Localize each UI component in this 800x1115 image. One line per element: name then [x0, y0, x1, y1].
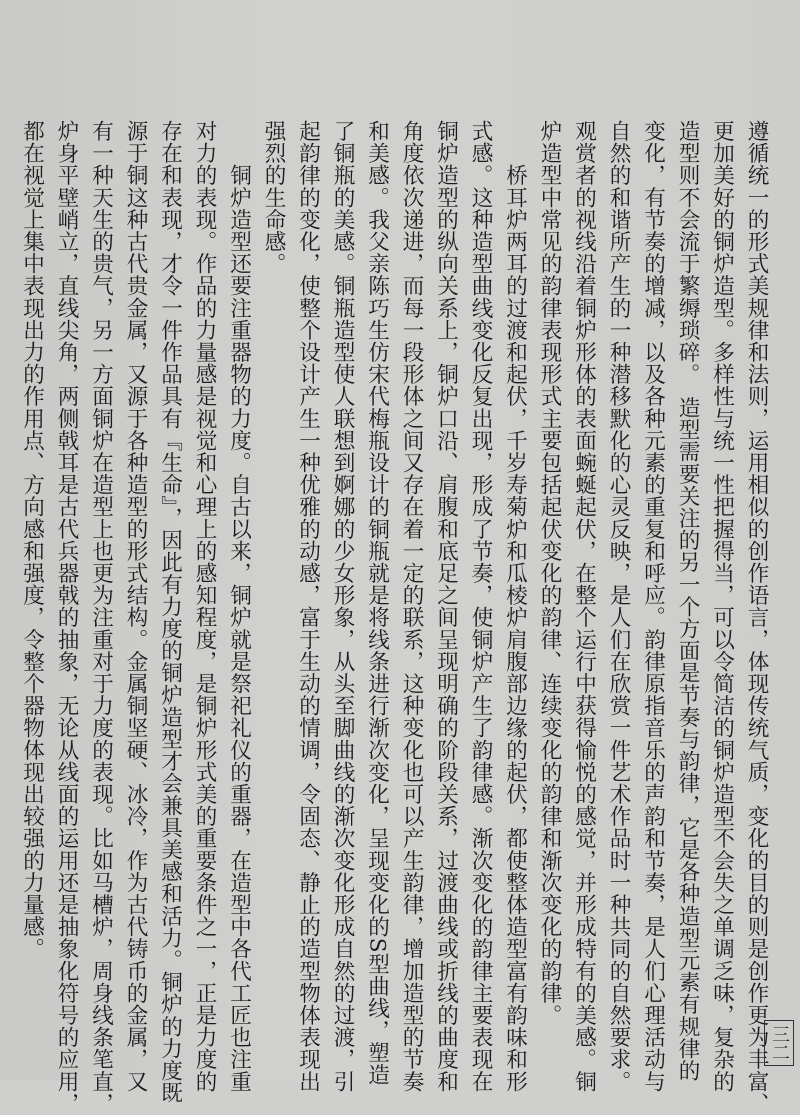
text-column: 起韵律的变化，使整个设计产生一种优雅的动感，富于生动的情调，令固态、静止的造型物体表现出 — [295, 120, 321, 1093]
text-column: 对力的表现。作品的力量感是视觉和心理上的感知程度，是铜炉形式美的重要条件之一，正是力度的 — [192, 120, 217, 1093]
text-column: 桥耳炉两耳的过渡和起伏，千岁寿菊炉和瓜棱炉肩腹部边缘的起伏，都使整体造型富有韵味和形 — [502, 120, 528, 1093]
text-column: 存在和表现，才令一件作品具有『生命』，因此有力度的铜炉造型才会兼具美感和活力。铜炉的力度既 — [157, 120, 183, 1104]
page-number: 三二 — [764, 1020, 794, 1066]
text-column: 造型则不会流于繁缛琐碎。 造型需要关注的另一个方面是节奏与韵律，它是各种造型元素有规律的 — [675, 120, 700, 1082]
text-column: 角度依次递进，而每一段形体之间又存在着一定的联系，这种变化也可以产生韵律，增加造型的节奏 — [399, 120, 424, 1093]
text-column: 遵循统一的形式美规律和法则，运用相似的创作语言，体现传统气质，变化的目的则是创作更为丰富、 — [744, 120, 769, 1115]
body-text — [12, 120, 772, 1115]
text-column: 有一种天生的贵气，另一方面铜炉在造型上也更为注重对于力度的表现。比如马槽炉，周身线条笔直， — [88, 120, 114, 1115]
text-column: 式感。这种造型曲线变化反复出现，形成了节奏，使铜炉产生了韵律感。渐次变化的韵律主要表现在 — [468, 120, 493, 1093]
text-column: 强烈的生命感。 — [261, 120, 286, 275]
text-column: 自然的和谐所产生的一种潜移默化的心灵反映，是人们在欣赏一件艺术作品时一种共同的自然要求。 — [606, 120, 631, 1093]
text-column: 观赏者的视线沿着铜炉形体的表面蜿蜒起伏，在整个运行中获得愉悦的感觉，并形成特有的美感。铜 — [571, 120, 597, 1093]
text-column: 更加美好的铜炉造型。多样性与统一性把握得当，可以令简洁的铜炉造型不会失之单调乏味，复杂的 — [709, 120, 735, 1093]
text-column: 变化，有节奏的增减，以及各种元素的重复和呼应。韵律原指音乐的声韵和节奏，是人们心理活动与 — [640, 120, 666, 1093]
text-column: 铜炉造型的纵向关系上，铜炉口沿、肩腹和底足之间呈现明确的阶段关系，过渡曲线或折线的曲度和 — [433, 120, 459, 1093]
text-column: 和美感。我父亲陈巧生仿宋代梅瓶设计的铜瓶就是将线条进行渐次变化，呈现变化的S型曲线，塑造 — [364, 120, 390, 1086]
text-column: 源于铜这种古代贵金属，又源于各种造型的形式结构。金属铜坚硬、冰冷，作为古代铸币的金属，又 — [123, 120, 148, 1093]
text-column: 铜炉造型还要注重器物的力度。自古以来，铜炉就是祭祀礼仪的重器，在造型中各代工匠也注重 — [226, 120, 252, 1093]
text-column: 都在视觉上集中表现出力的作用点、方向感和强度，令整个器物体现出较强的力量感。 — [19, 120, 45, 960]
text-column: 了铜瓶的美感。铜瓶造型使人联想到婀娜的少女形象，从头至脚曲线的渐次变化形成自然的过渡，引 — [330, 120, 355, 1093]
text-column: 炉造型中常见的韵律表现形式主要包括起伏变化的韵律、连续变化的韵律和渐次变化的韵律。 — [537, 120, 562, 1027]
text-column: 炉身平壁峭立，直线尖角，两侧戟耳是古代兵器戟的抽象，无论从线面的运用还是抽象化符号的应用， — [54, 120, 79, 1115]
